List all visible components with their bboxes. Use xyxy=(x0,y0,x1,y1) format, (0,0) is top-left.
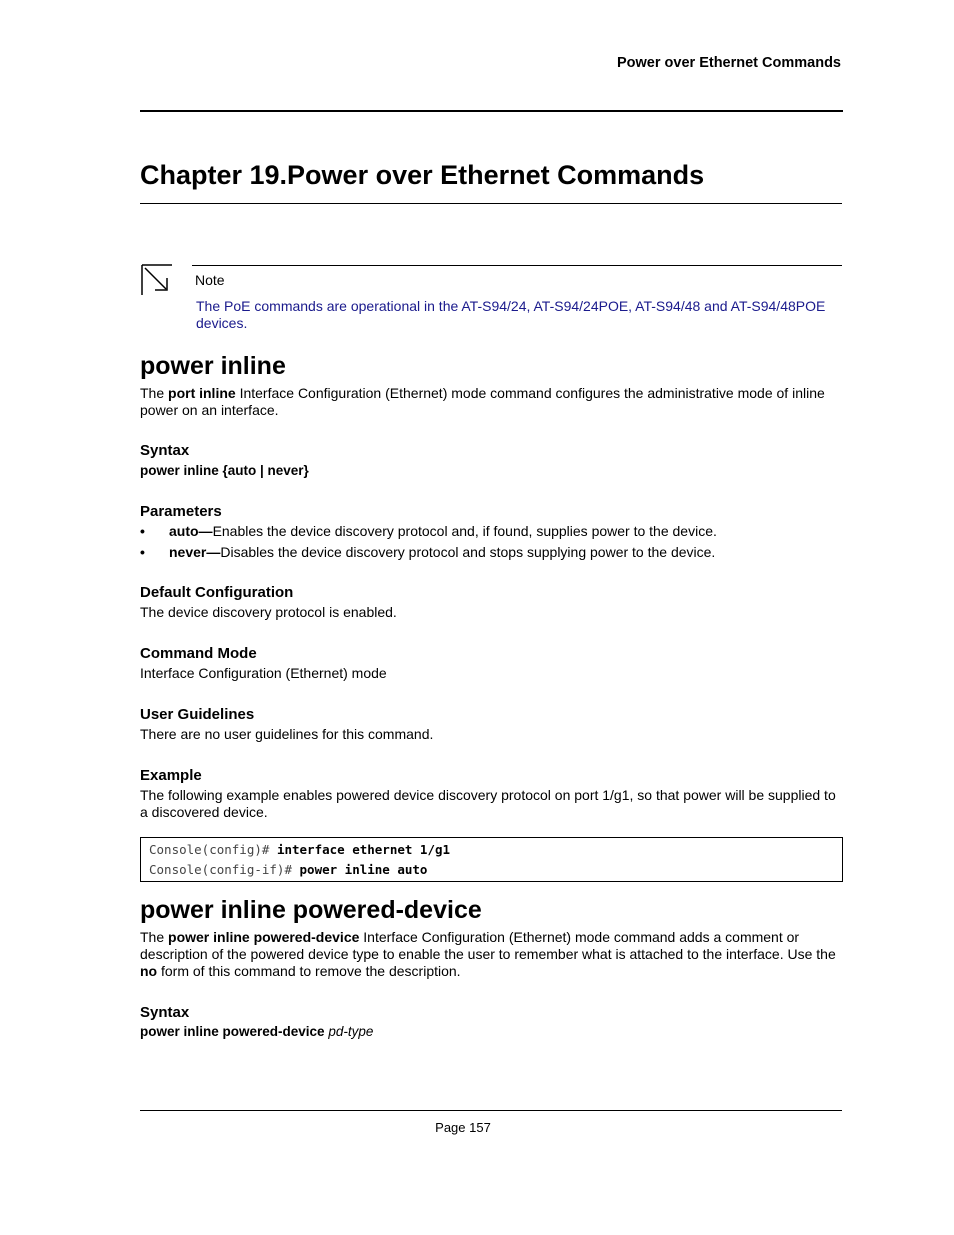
running-header: Power over Ethernet Commands xyxy=(617,55,841,71)
code-line: Console(config-if)# power inline auto xyxy=(149,862,428,877)
header-rule xyxy=(140,110,843,112)
note-text: The PoE commands are operational in the AT-S94/24, AT-S94/24POE, AT-S94/48 and AT-S94/48POE devices. xyxy=(196,298,826,331)
syntax-text: power inline powered-device pd-type xyxy=(140,1024,374,1039)
code-line: Console(config)# interface ethernet 1/g1 xyxy=(149,842,451,857)
section-title-power-inline-powered-device: power inline powered-device xyxy=(140,896,482,924)
syntax-heading: Syntax xyxy=(140,442,190,459)
section2-intro: The power inline powered-device Interface Configuration (Ethernet) mode command adds a comment or description of the powered device type to enable the user to remember what is attached to the interface. Use the no form of this command to remove the description. xyxy=(140,929,836,979)
default-config-text: The device discovery protocol is enabled. xyxy=(140,604,397,620)
page-number: Page 157 xyxy=(435,1120,491,1135)
parameters-heading: Parameters xyxy=(140,503,222,520)
user-guidelines-text: There are no user guidelines for this command. xyxy=(140,726,434,742)
section1-intro: The port inline Interface Configuration (Ethernet) mode command configures the administrative mode of inline power on an interface. xyxy=(140,385,825,418)
syntax-text: power inline {auto | never} xyxy=(140,463,309,478)
chapter-rule xyxy=(140,203,842,204)
bullet-glyph: • xyxy=(140,544,145,560)
example-heading: Example xyxy=(140,767,202,784)
bullet-glyph: • xyxy=(140,523,145,539)
note-label: Note xyxy=(195,272,225,288)
footer-rule xyxy=(140,1110,842,1111)
user-guidelines-heading: User Guidelines xyxy=(140,706,255,723)
note-arrow-icon xyxy=(141,264,173,296)
syntax-heading: Syntax xyxy=(140,1004,190,1021)
example-text: The following example enables powered device discovery protocol on port 1/g1, so that power will be supplied to a discovered device. xyxy=(140,787,836,820)
command-mode-text: Interface Configuration (Ethernet) mode xyxy=(140,665,387,681)
default-config-heading: Default Configuration xyxy=(140,584,294,601)
code-example xyxy=(140,837,843,882)
section-title-power-inline: power inline xyxy=(140,352,286,380)
command-mode-heading: Command Mode xyxy=(140,645,257,662)
chapter-title: Chapter 19.Power over Ethernet Commands xyxy=(140,160,705,190)
note-rule xyxy=(192,265,842,266)
